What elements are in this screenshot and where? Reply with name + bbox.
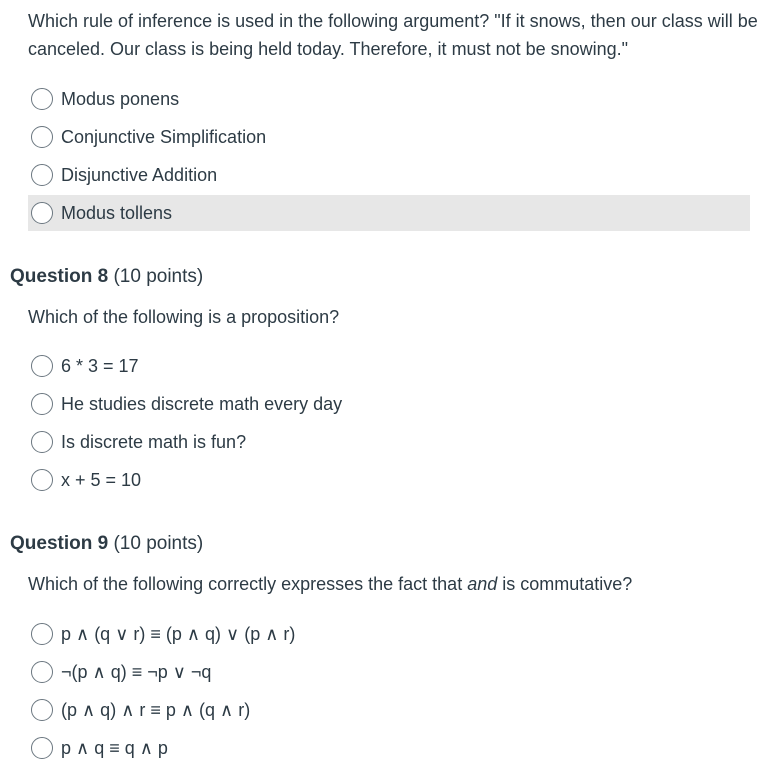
option-label: Is discrete math is fun?	[61, 431, 247, 452]
option-label: Disjunctive Addition	[61, 164, 218, 185]
question-points: (10 points)	[108, 266, 204, 287]
q9-option-4[interactable]	[28, 730, 750, 766]
radio-button[interactable]	[31, 469, 53, 491]
q8-option-1[interactable]	[28, 348, 750, 384]
option-label: x + 5 = 10	[61, 469, 142, 490]
radio-button[interactable]	[31, 623, 53, 645]
prompt-text: is commutative?	[497, 574, 633, 594]
option-label: 6 * 3 = 17	[61, 355, 139, 376]
q8-option-3[interactable]	[28, 424, 750, 460]
question-number: Question 9	[10, 533, 109, 554]
q7-option-modus-tollens[interactable]	[28, 195, 750, 231]
radio-button[interactable]	[31, 164, 53, 186]
q7-option-disjunctive-addition[interactable]	[28, 157, 750, 193]
radio-button[interactable]	[31, 88, 53, 110]
radio-button[interactable]	[31, 202, 53, 224]
q7-option-conjunctive-simplification[interactable]	[28, 119, 750, 155]
q7-option-modus-ponens[interactable]	[28, 81, 750, 117]
option-label: p ∧ (q ∨ r) ≡ (p ∧ q) ∨ (p ∧ r)	[61, 623, 296, 644]
radio-button[interactable]	[31, 431, 53, 453]
q9-option-3[interactable]	[28, 692, 750, 728]
question-points: (10 points)	[108, 533, 204, 554]
question-7-prompt: Which rule of inference is used in the following argument? "If it snows, then our class will be canceled. Our class is being held today. Therefore, it must not be snowing."	[28, 11, 758, 59]
q9-option-1[interactable]	[28, 616, 750, 652]
radio-button[interactable]	[31, 355, 53, 377]
radio-button[interactable]	[31, 393, 53, 415]
q8-option-2[interactable]	[28, 386, 750, 422]
question-9-prompt	[28, 570, 632, 598]
radio-button[interactable]	[31, 699, 53, 721]
radio-button[interactable]	[31, 737, 53, 759]
option-label: Modus ponens	[61, 88, 180, 109]
question-8-prompt: Which of the following is a proposition?	[28, 307, 340, 327]
option-label: Modus tollens	[61, 202, 173, 223]
radio-button[interactable]	[31, 661, 53, 683]
option-label: p ∧ q ≡ q ∧ p	[61, 737, 168, 758]
option-label: ¬(p ∧ q) ≡ ¬p ∨ ¬q	[61, 661, 212, 682]
option-label: (p ∧ q) ∧ r ≡ p ∧ (q ∧ r)	[61, 699, 251, 720]
prompt-emphasis: and	[467, 574, 498, 594]
question-9-heading	[10, 533, 203, 555]
radio-button[interactable]	[31, 126, 53, 148]
question-number: Question 8	[10, 266, 109, 287]
option-label: He studies discrete math every day	[61, 393, 343, 414]
prompt-text: Which of the following correctly expresses the fact that	[28, 574, 468, 594]
option-label: Conjunctive Simplification	[61, 126, 267, 147]
q9-option-2[interactable]	[28, 654, 750, 690]
q8-option-4[interactable]	[28, 462, 750, 498]
question-8-heading	[10, 266, 203, 288]
